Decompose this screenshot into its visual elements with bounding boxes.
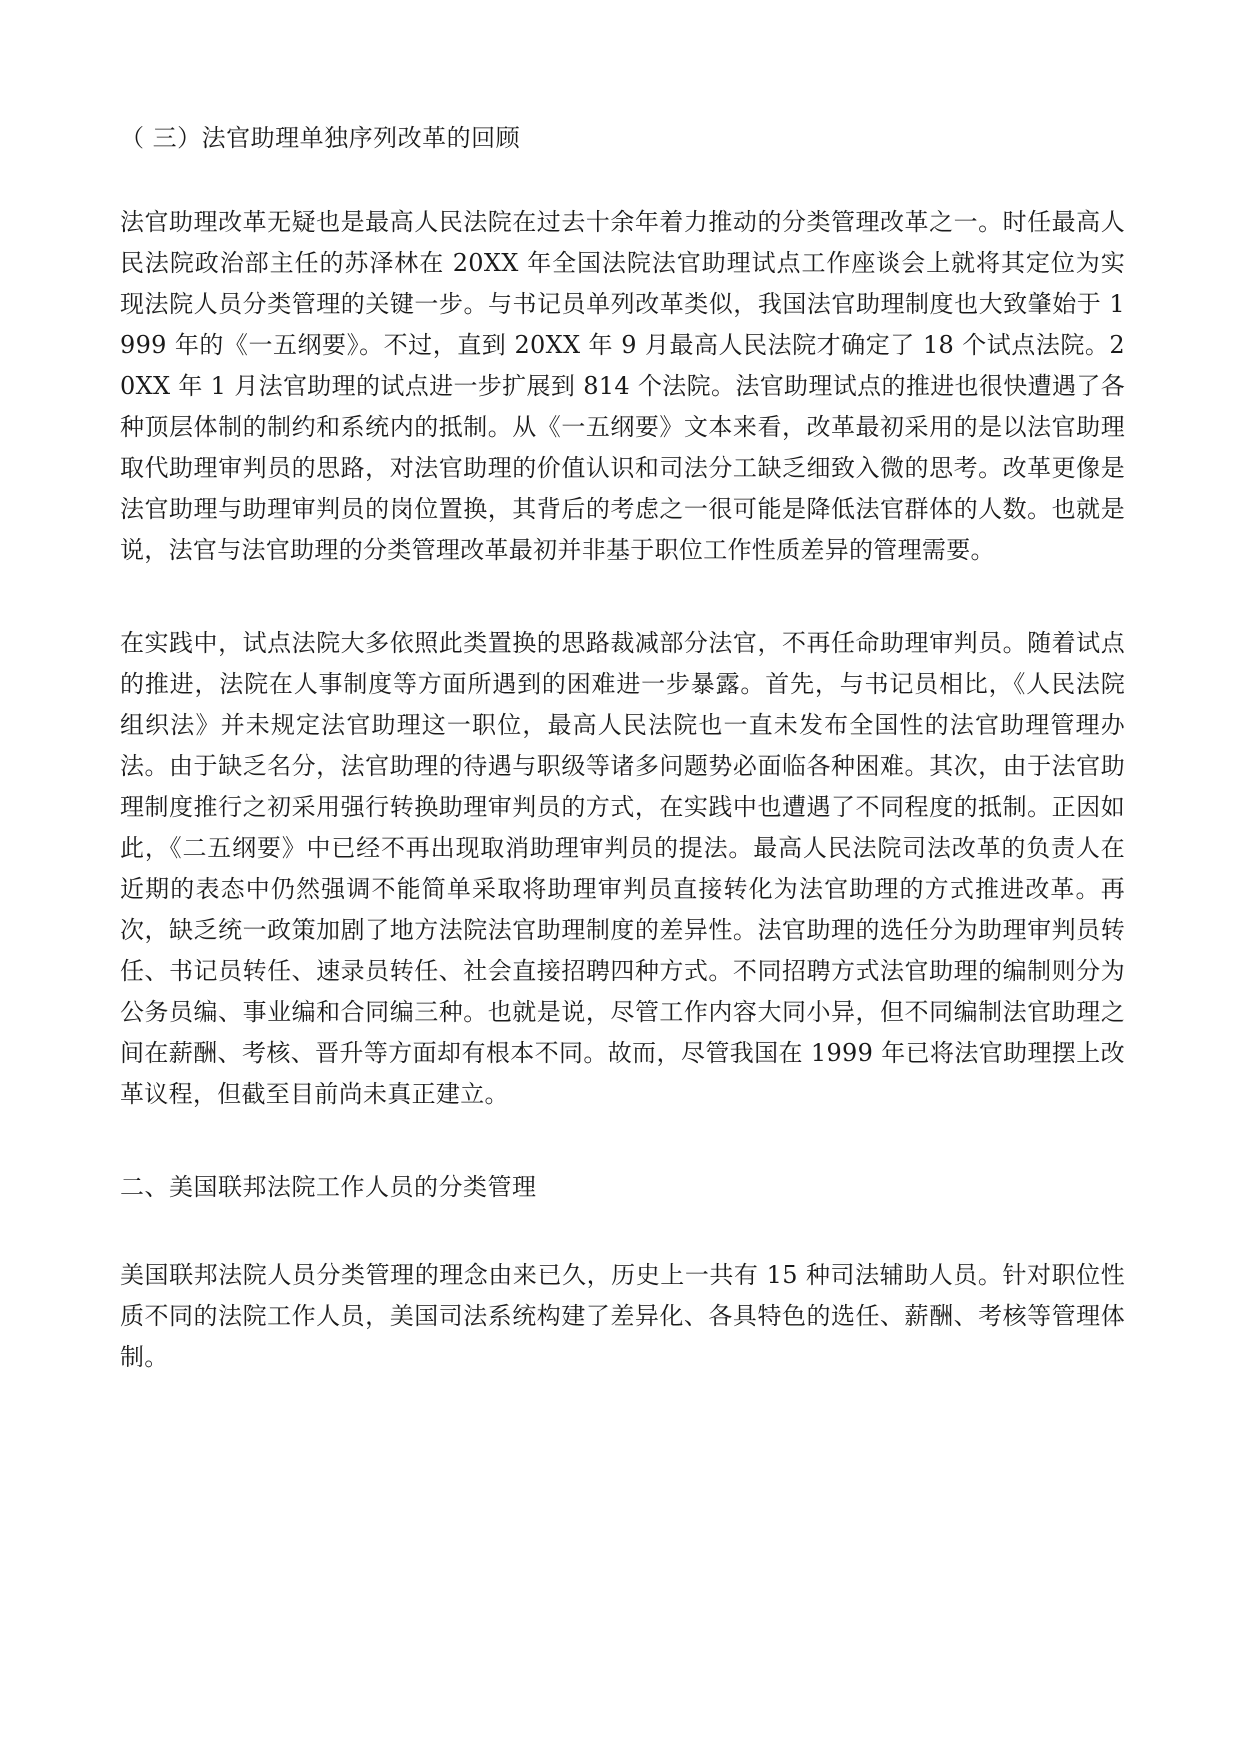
paragraph-us-federal-courts: 美国联邦法院人员分类管理的理念由来已久，历史上一共有 15 种司法辅助人员。针对职位性质不同的法院工作人员，美国司法系统构建了差异化、各具特色的选任、薪酬、考核等管理体制。 (120, 1261, 1125, 1371)
section-heading: 二、美国联邦法院工作人员的分类管理 (120, 1173, 537, 1201)
paragraph-judge-assistant-reform: 法官助理改革无疑也是最高人民法院在过去十余年着力推动的分类管理改革之一。时任最高人民法院政治部主任的苏泽林在 20XX 年全国法院法官助理试点工作座谈会上就将其定位为实现法院人员分类管理的关键一步。与书记员单列改革类似，我国法官助理制度也大致肇始于 1999 年的《一五纲要》。不过，直到 20XX 年 9 月最高人民法院才确定了 18 个试点法院。20XX 年 1 月法官助理的试点进一步扩展到 814 个法院。法官助理试点的推进也很快遭遇了各种顶层体制的制约和系统内的抵制。从《一五纲要》文本来看，改革最初采用的是以法官助理取代助理审判员的思路，对法官助理的价值认识和司法分工缺乏细致入微的思考。改革更像是法官助理与助理审判员的岗位置换，其背后的考虑之一很可能是降低法官群体的人数。也就是说，法官与法官助理的分类管理改革最初并非基于职位工作性质差异的管理需要。 (120, 208, 1125, 564)
paragraph-pilot-practice: 在实践中，试点法院大多依照此类置换的思路裁减部分法官，不再任命助理审判员。随着试点的推进，法院在人事制度等方面所遇到的困难进一步暴露。首先，与书记员相比，《人民法院组织法》并未规定法官助理这一职位，最高人民法院也一直未发布全国性的法官助理管理办法。由于缺乏名分，法官助理的待遇与职级等诸多问题势必面临各种困难。其次，由于法官助理制度推行之初采用强行转换助理审判员的方式，在实践中也遭遇了不同程度的抵制。正因如此，《二五纲要》中已经不再出现取消助理审判员的提法。最高人民法院司法改革的负责人在近期的表态中仍然强调不能简单采取将助理审判员直接转化为法官助理的方式推进改革。再次，缺乏统一政策加剧了地方法院法官助理制度的差异性。法官助理的选任分为助理审判员转任、书记员转任、速录员转任、社会直接招聘四种方式。不同招聘方式法官助理的编制则分为公务员编、事业编和合同编三种。也就是说，尽管工作内容大同小异，但不同编制法官助理之间在薪酬、考核、晋升等方面却有根本不同。故而，尽管我国在 1999 年已将法官助理摆上改革议程，但截至目前尚未真正建立。 (120, 629, 1125, 1108)
subsection-heading: （ 三）法官助理单独序列改革的回顾 (120, 124, 521, 152)
document-page (120, 118, 1125, 1430)
